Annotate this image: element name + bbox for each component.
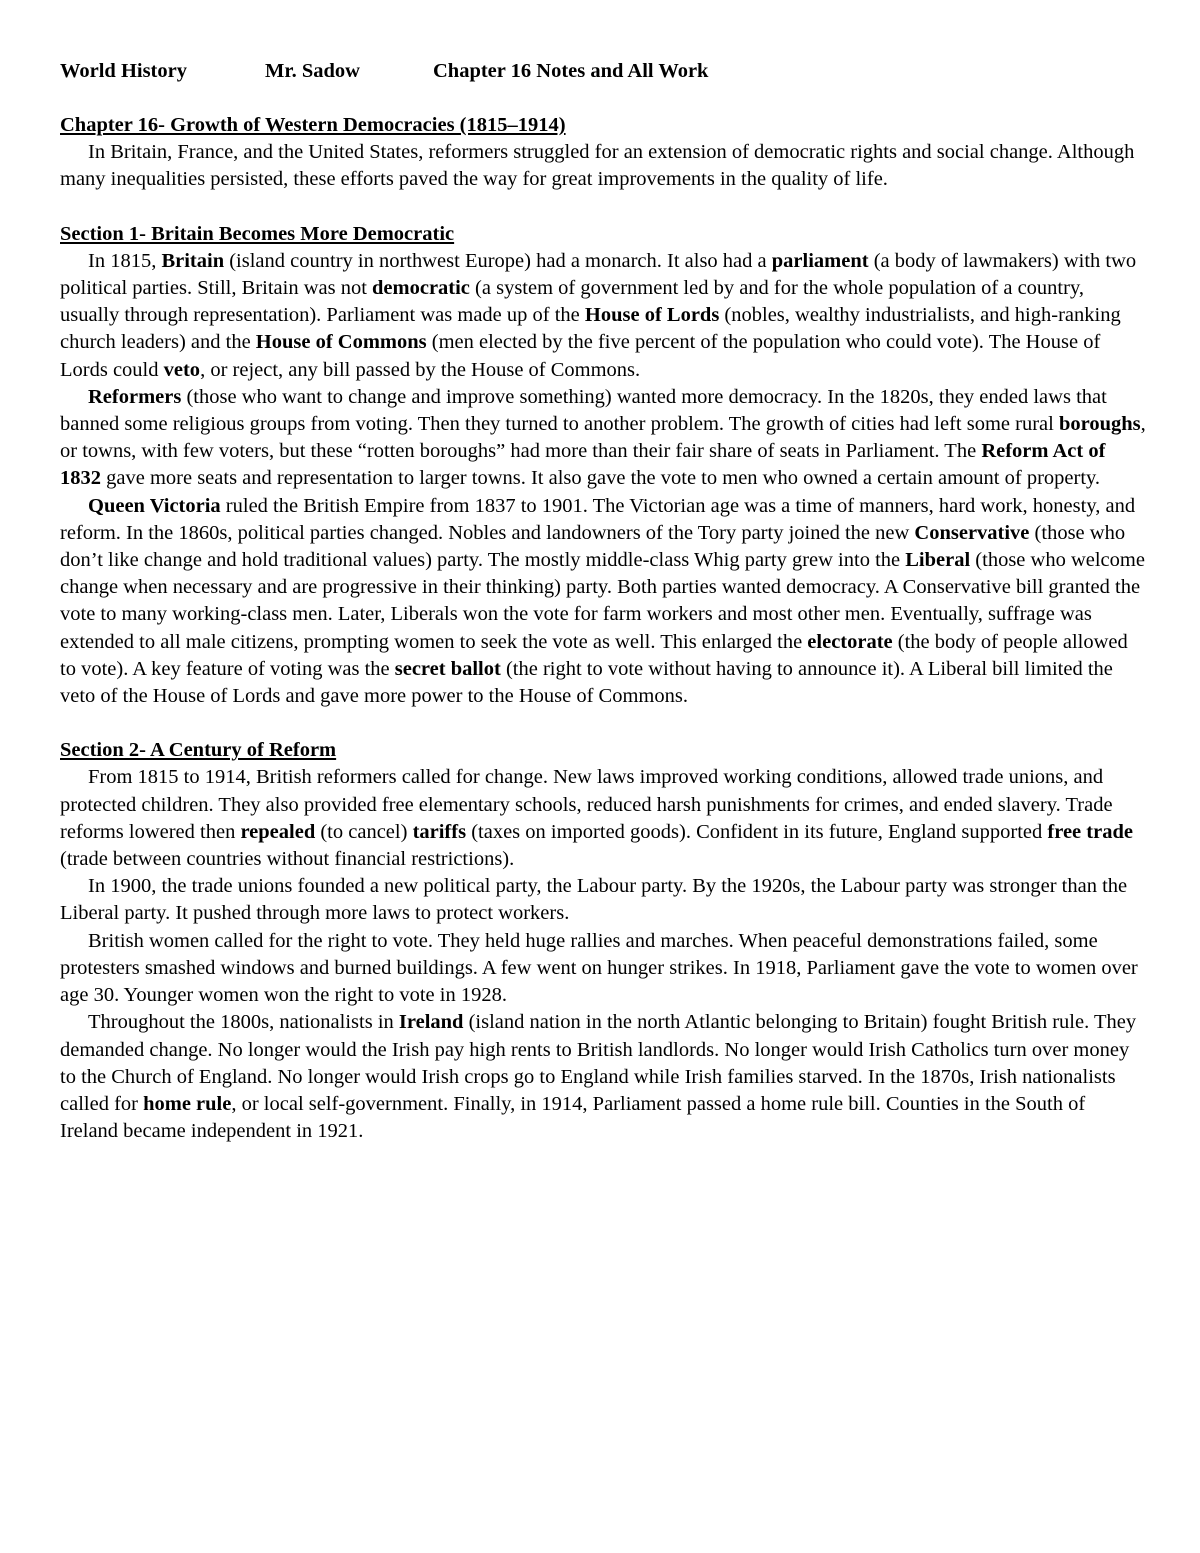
key-term: free trade [1047, 820, 1133, 843]
text-run: From 1815 to 1914, British reformers called for change. New laws improved working conditions, allowed trade unions, and protected children. They also provided free elementary schools, reduced harsh punishments for crimes, and ended slavery. Trade reforms lowered then [60, 766, 1113, 843]
text-run: (those who welcome change when necessary and are progressive in their thinking) party. Both parties wanted democracy. A Conservative bill granted the vote to many working-class men. Later, Liberals won the vote for farm workers and most other men. Eventually, suffrage was extended to all male citizens, prompting women to seek the vote as well. This enlarged the [60, 549, 1145, 653]
document-header [60, 58, 1146, 85]
key-term: Conservative [914, 521, 1030, 544]
key-term: House of Commons [255, 331, 427, 354]
section-1-title: Section 1- Britain Becomes More Democratic [60, 222, 455, 245]
text-run: , or local self-government. Finally, in 1914, Parliament passed a home rule bill. Counties in the South of Ireland became independent in 1921. [60, 1092, 1086, 1143]
key-term: veto [163, 358, 201, 381]
section-2-title: Section 2- A Century of Reform [60, 739, 337, 762]
text-run: ruled the British Empire from 1837 to 1901. The Victorian age was a time of manners, hard work, honesty, and reform. In the 1860s, political parties changed. Nobles and landowners of the Tory party joined the new [60, 494, 1136, 544]
text-run: , or reject, any bill passed by the House of Commons. [200, 358, 641, 381]
text-run: (a body of lawmakers) with two political parties. Still, Britain was not [60, 249, 1137, 300]
document-page [60, 58, 1146, 1145]
key-term: home rule [143, 1092, 232, 1115]
key-term: Ireland [398, 1011, 464, 1034]
section-1-paragraph [60, 384, 1146, 493]
text-run: In 1815, [88, 249, 162, 272]
text-run: (the right to vote without having to announce it). A Liberal bill limited the veto of the House of Lords and gave more power to the House of Commons. [60, 657, 1113, 708]
text-run: (island country in northwest Europe) had a monarch. It also had a [224, 249, 772, 272]
key-term: Reformers [88, 385, 182, 408]
course-name: World History [60, 60, 187, 82]
key-term: electorate [807, 630, 893, 653]
spacer [60, 194, 1146, 221]
key-term: Reform Act of 1832 [60, 440, 1106, 490]
text-run: (those who want to change and improve something) wanted more democracy. In the 1820s, they ended laws that banned some religious groups from voting. Then they turned to another problem. The growth of cities had left some rural [60, 385, 1107, 436]
key-term: democratic [372, 277, 470, 300]
section-2-paragraph [60, 764, 1146, 873]
text-run: , or towns, with few voters, but these “rotten boroughs” had more than their fair share of seats in Parliament. The [60, 413, 1146, 463]
text-run: (a system of government led by and for the whole population of a country, usually through representation). Parliament was made up of the [60, 277, 1085, 327]
text-run: In 1900, the trade unions founded a new political party, the Labour party. By the 1920s, the Labour party was stronger than the Liberal party. It pushed through more laws to protect workers. [60, 875, 1128, 925]
assignment-title: Chapter 16 Notes and All Work [433, 60, 709, 82]
key-term: repealed [240, 820, 316, 843]
text-run: (those who don’t like change and hold traditional values) party. The mostly middle-class Whig party grew into the [60, 521, 1126, 572]
chapter-title: Chapter 16- Growth of Western Democracies (1815–1914) [60, 114, 566, 136]
text-run: (taxes on imported goods). Confident in its future, England supported [466, 820, 1048, 843]
section-2-paragraph [60, 928, 1146, 1010]
key-term: Liberal [905, 549, 971, 572]
section-2-paragraph [60, 1009, 1146, 1145]
key-term: Britain [161, 249, 225, 272]
text-run: British women called for the right to vote. They held huge rallies and marches. When peaceful demonstrations failed, some protesters smashed windows and burned buildings. A few went on hunger strikes. In 1918, Parliament gave the vote to women over age 30. Younger women won the right to vote in 1928. [60, 929, 1138, 1007]
section-2-paragraph [60, 873, 1146, 927]
text-run: Throughout the 1800s, nationalists in [88, 1011, 399, 1034]
chapter-intro: In Britain, France, and the United States, reformers struggled for an extension of democratic rights and social change. Although many inequalities persisted, these efforts paved the way for great improvements in the quality of life. [60, 141, 1135, 191]
key-term: House of Lords [584, 304, 720, 327]
section-1-paragraph [60, 493, 1146, 711]
section-1-paragraph [60, 248, 1146, 384]
text-run: gave more seats and representation to larger towns. It also gave the vote to men who owned a certain amount of property. [101, 467, 1101, 490]
text-run: (island nation in the north Atlantic belonging to Britain) fought British rule. They demanded change. No longer would the Irish pay high rents to British landlords. No longer would Irish Catholics turn over money to the Church of England. No longer would Irish crops go to England while Irish families starved. In the 1870s, Irish nationalists called for [60, 1011, 1137, 1115]
spacer [60, 710, 1146, 737]
text-run: (to cancel) [315, 820, 413, 843]
key-term: Queen Victoria [88, 494, 221, 517]
text-run: (the body of people allowed to vote). A key feature of voting was the [60, 630, 1128, 680]
key-term: tariffs [412, 820, 467, 843]
key-term: parliament [771, 249, 869, 272]
text-run: (trade between countries without financial restrictions). [60, 848, 515, 871]
teacher-name: Mr. Sadow [265, 60, 360, 82]
key-term: boroughs [1058, 413, 1141, 436]
key-term: secret ballot [394, 657, 501, 680]
text-run: (men elected by the five percent of the population who could vote). The House of Lords could [60, 331, 1101, 381]
text-run: (nobles, wealthy industrialists, and high-ranking church leaders) and the [60, 304, 1121, 354]
